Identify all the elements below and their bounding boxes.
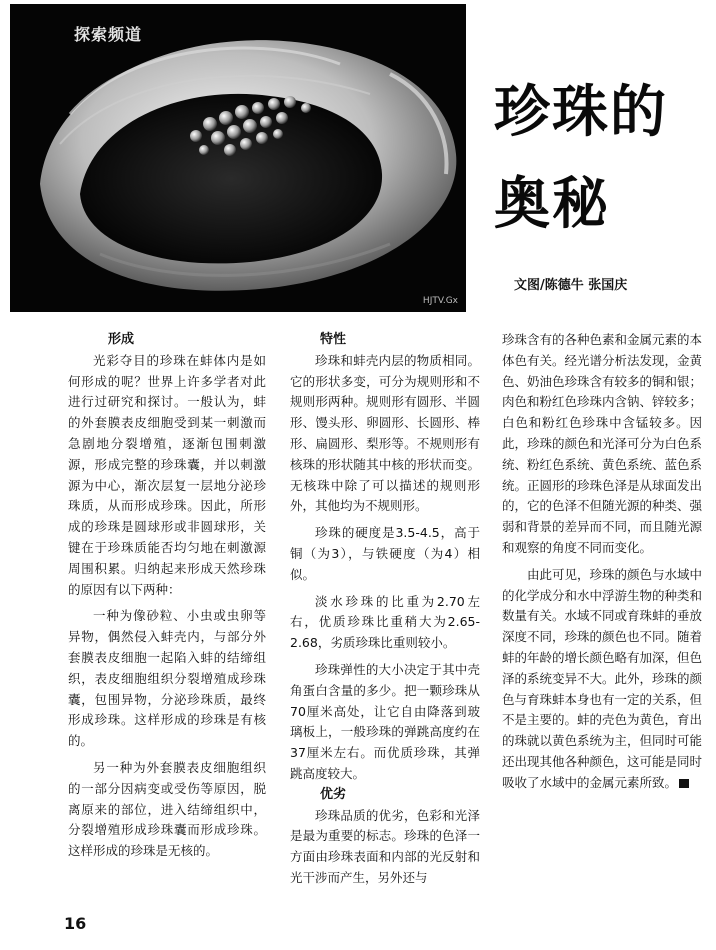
paragraph: 珍珠含有的各种色素和金属元素的本体色有关。经光谱分析法发现，金黄色、奶油色珍珠含有较多的铜和银；肉色和粉红色珍珠内含钠、锌较多；白色和粉红色珍珠中含锰较多。因此，珍珠的颜色和光泽可分为白色系统、粉红色系统、黄色系统、蓝色系统。正圆形的珍珠色泽是从球面发出的，它的色泽不但随光源的种类、强弱和背景的差异而不同，而且随光源和观察的角度不同而变化。	[502, 332, 703, 555]
end-mark-icon	[679, 779, 689, 788]
paragraph: 珍珠的硬度是3.5-4.5，高于铜（为3），与铁硬度（为4）相似。	[290, 525, 480, 582]
paragraph	[502, 565, 702, 794]
column-3	[502, 330, 702, 794]
article-title-line-1: 珍珠的	[494, 79, 668, 145]
paragraph: 珍珠弹性的大小决定于其中壳角蛋白含量的多少。把一颗珍珠从70厘米高处，让它自由降落到玻璃板上，一般珍珠的弹跳高度约在37厘米左右。而优质珍珠，其弹跳高度较大。	[290, 661, 480, 781]
section-heading-properties: 特性	[320, 332, 347, 347]
paragraph: 珍珠和蚌壳内层的物质相同。它的形状多变，可分为规则形和不规则形两种。规则形有圆形、半圆形、馒头形、卵圆形、长圆形、棒形、扁圆形、梨形等。不规则形有核珠的形状随其中核的形状而变。无核珠中除了可以描述的规则形外，其他均为不规则形。	[290, 352, 480, 514]
paragraph: 一种为像砂粒、小虫或虫卵等异物，偶然侵入蚌壳内，与部分外套膜表皮细胞一起陷入蚌的结缔组织，表皮细胞组织分裂增殖成珍珠囊，包围异物，分泌珍珠质，最终形成珍珠。这样形成的珍珠是有核的。	[68, 608, 266, 749]
paragraph: 另一种为外套膜表皮细胞组织的一部分因病变或受伤等原因，脱离原来的部位，进入结缔组织中，分裂增殖形成珍珠囊而形成珍珠。这样形成的珍珠是无核的。	[68, 759, 266, 859]
pearl-mussel-photo	[10, 4, 466, 312]
section-heading-quality: 优劣	[320, 786, 347, 802]
section-heading-formation: 形成	[108, 332, 135, 347]
paragraph: 光彩夺目的珍珠在蚌体内是如何形成的呢？世界上许多学者对此进行过研究和探讨。一般认为，蚌的外套膜表皮细胞受到某一刺激而急剧地分裂增殖，逐渐包围刺激源，形成完整的珍珠囊，并以刺激源为中心，渐次层复一层地分泌珍珠质，从而形成珍珠。因此，所形成的珍珠是圆球形或非圆球形，关键在于珍珠质能否均匀地在刺激源周围积累。归纳起来形成天然珍珠的原因有以下两种：	[68, 352, 266, 597]
paragraph-text: 由此可见，珍珠的颜色与水域中的化学成分和水中浮游生物的种类和数量有关。水域不同或育珠蚌的垂放深度不同，珍珠的颜色也不同。随着蚌的年龄的增长颜色略有加深，但色泽的系统变异不大。此外，珍珠的颜色与育珠蚌本身也有一定的关系，但不是主要的。蚌的壳色为黄色，育出的珠就以黄色系统为主，但同时可能还出现其他各种颜色，这可能是同时吸收了水域中的金属元素所致。	[502, 566, 703, 790]
paragraph: 珍珠品质的优劣，色彩和光泽是最为重要的标志。珍珠的色泽一方面由珍珠表面和内部的光反射和光干涉而产生，另外还与	[290, 807, 480, 885]
paragraph: 淡水珍珠的比重为2.70左右，优质珍珠比重稍大为2.65-2.68，劣质珍珠比重则较小。	[290, 593, 480, 651]
article-title-line-2: 奥秘	[494, 171, 610, 237]
byline: 文图/陈德牛 张国庆	[514, 278, 628, 293]
column-1	[68, 330, 266, 862]
mussel-shell-illustration	[10, 4, 466, 312]
page-number: 16	[64, 914, 87, 933]
section-tag: 探索频道	[74, 25, 143, 44]
column-2	[290, 330, 480, 889]
photo-credit: HJTV.Gx	[422, 296, 458, 306]
